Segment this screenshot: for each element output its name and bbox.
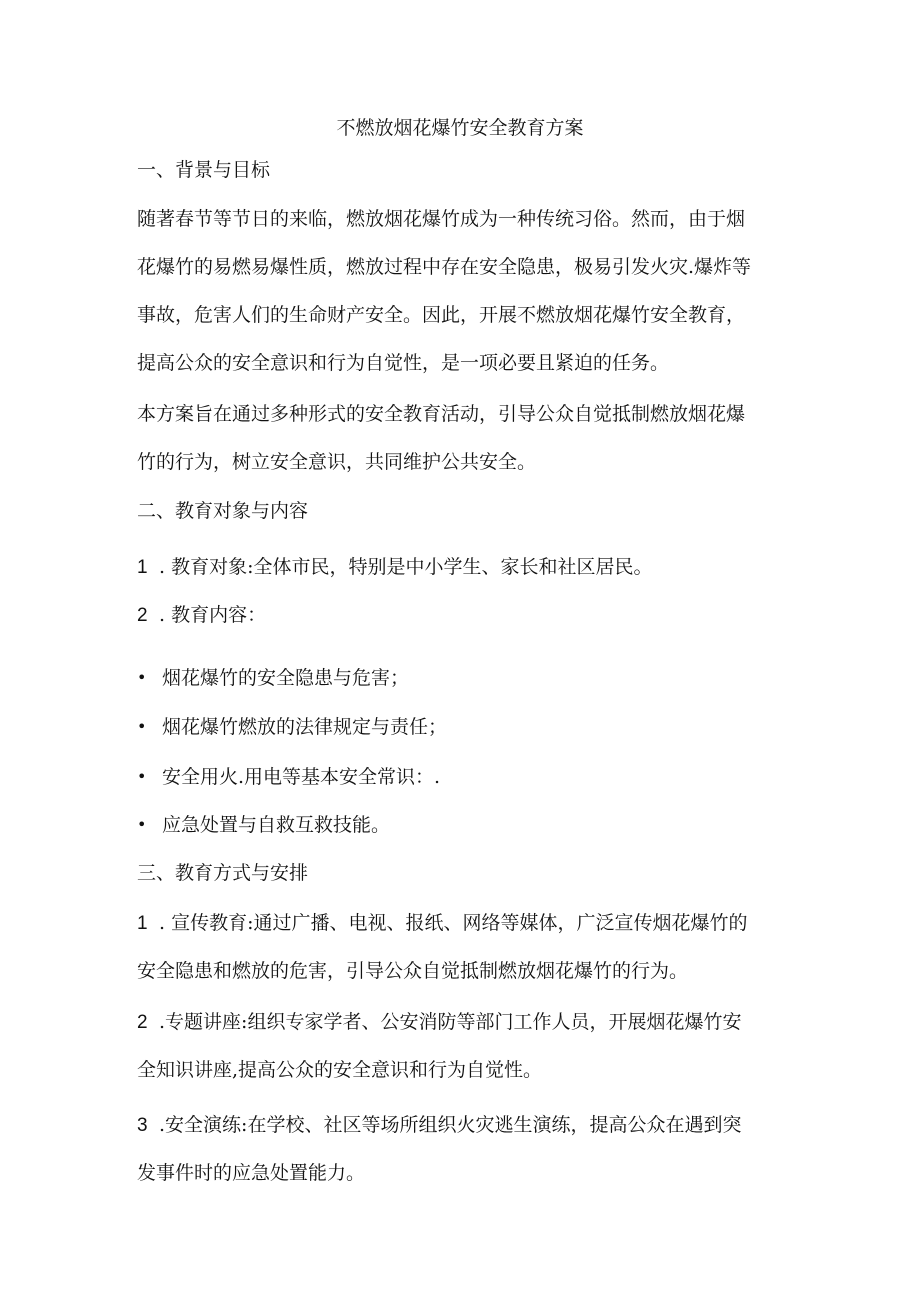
paragraph-line: 随著春节等节日的来临，燃放烟花爆竹成为一种传统习俗。然而，由于烟 [137, 208, 746, 230]
bullet-icon: • [137, 815, 147, 834]
bullet-item: 烟花爆竹的安全隐患与危害； [162, 667, 410, 689]
paragraph-line: 全知识讲座,提高公众的安全意识和行为自觉性。 [137, 1059, 543, 1081]
numbered-item [137, 1113, 741, 1138]
item-number: 2 [137, 605, 148, 626]
paragraph-line: 花爆竹的易燃易爆性质，燃放过程中存在安全隐患，极易引发火灾.爆炸等 [137, 256, 752, 278]
item-text: . 教育内容： [159, 604, 267, 626]
item-number: 3 [137, 1115, 148, 1136]
paragraph-line: 事故，危害人们的生命财产安全。因此，开展不燃放烟花爆竹安全教育， [137, 304, 746, 326]
item-number: 2 [137, 1012, 148, 1033]
item-number: 1 [137, 913, 148, 934]
paragraph-line: 竹的行为，树立安全意识，共同维护公共安全。 [137, 451, 537, 473]
numbered-item [137, 555, 652, 580]
paragraph-line: 安全隐患和燃放的危害，引导公众自觉抵制燃放烟花爆竹的行为。 [137, 960, 689, 982]
paragraph-line: 本方案旨在通过多种形式的安全教育活动，引导公众自觉抵制燃放烟花爆 [137, 403, 746, 425]
section-heading-background: 一、背景与目标 [137, 159, 271, 181]
bullet-icon: • [137, 668, 147, 687]
bullet-icon: • [137, 767, 147, 786]
paragraph-line: 发事件时的应急处置能力。 [137, 1162, 366, 1184]
item-number: 1 [137, 557, 148, 578]
bullet-item: 应急处置与自救互救技能。 [162, 814, 391, 836]
bullet-item: 安全用火.用电等基本安全常识：. [162, 766, 441, 788]
numbered-item [137, 911, 747, 936]
paragraph-line: 提高公众的安全意识和行为自觉性，是一项必要且紧迫的任务。 [137, 352, 670, 374]
section-heading-targets: 二、教育对象与内容 [137, 500, 309, 522]
item-text: .专题讲座:组织专家学者、公安消防等部门工作人员，开展烟花爆竹安 [159, 1011, 742, 1033]
numbered-item [137, 603, 266, 628]
item-text: . 宣传教育:通过广播、电视、报纸、网络等媒体，广泛宣传烟花爆竹的 [159, 912, 748, 934]
bullet-item: 烟花爆竹燃放的法律规定与责任； [162, 716, 448, 738]
section-heading-methods: 三、教育方式与安排 [137, 862, 309, 884]
bullet-icon: • [137, 717, 147, 736]
item-text: .安全演练:在学校、社区等场所组织火灾逃生演练，提高公众在遇到突 [159, 1114, 742, 1136]
item-text: . 教育对象:全体市民，特别是中小学生、家长和社区居民。 [159, 556, 653, 578]
numbered-item [137, 1010, 741, 1035]
document-title: 不燃放烟花爆竹安全教育方案 [336, 117, 584, 139]
